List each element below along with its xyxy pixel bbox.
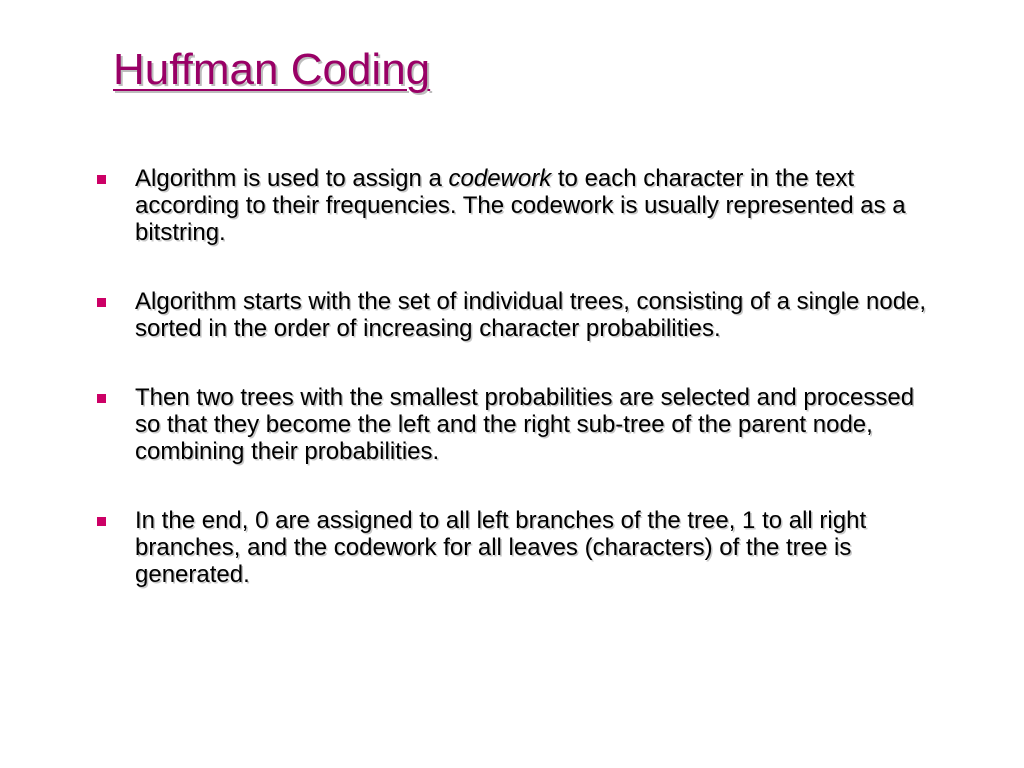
bullet-item-4 <box>96 507 946 588</box>
slide-title: Huffman Coding <box>113 45 431 94</box>
bullet-list <box>96 165 946 630</box>
square-bullet-icon <box>97 298 106 307</box>
square-bullet-icon <box>97 517 106 526</box>
bullet-text-2: Algorithm starts with the set of individual trees, consisting of a single node, sorted in the order of increasing character probabilities. <box>135 288 927 342</box>
bullet-text-4: In the end, 0 are assigned to all left branches of the tree, 1 to all right branches, and the codework for all leaves (characters) of the tree is generated. <box>135 507 867 588</box>
bullet-text-3: Then two trees with the smallest probabilities are selected and processed so that they become the left and the right sub-tree of the parent node, combining their probabilities. <box>135 384 915 465</box>
bullet-text-1-start: Algorithm is used to assign a <box>135 165 449 192</box>
square-bullet-icon <box>97 175 106 184</box>
bullet-text-1-emphasis: codework <box>448 165 552 192</box>
bullet-item-3 <box>96 384 946 465</box>
bullet-text-1-end: to each character in the text according to their frequencies. The codework is usually represented as a bitstring. <box>135 165 906 246</box>
square-bullet-icon <box>97 394 106 403</box>
bullet-item-1 <box>96 165 946 246</box>
bullet-item-2 <box>96 288 946 342</box>
